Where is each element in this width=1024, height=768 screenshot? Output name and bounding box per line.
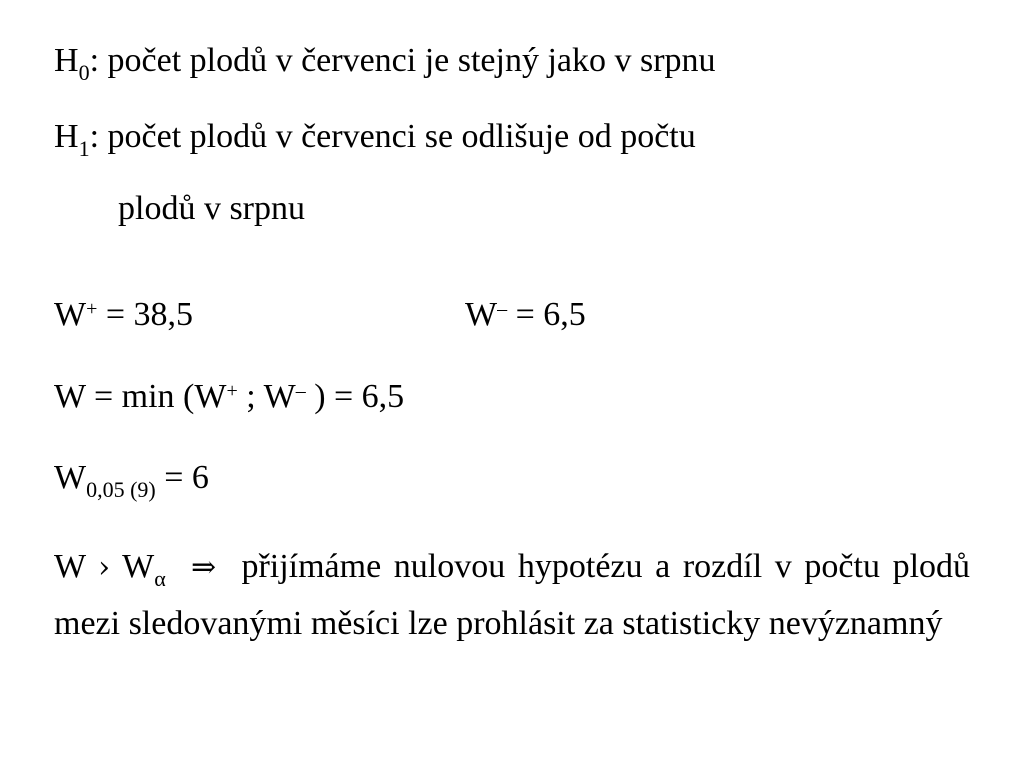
conclusion-text: přijímáme nulovou hypotézu a rozdíl v počtu plodů mezi sledovanými měsíci lze prohlásit za statisticky nevýznamný (54, 548, 971, 642)
h1-subscript: 1 (78, 136, 90, 161)
w-min-sup-minus: – (295, 380, 306, 402)
w-minus-superscript: – (497, 298, 508, 320)
alternative-hypothesis (54, 117, 696, 160)
w-plus-symbol: W (54, 296, 87, 333)
w-crit-value: = 6 (155, 459, 209, 496)
alternative-hypothesis-continuation: plodů v srpnu (118, 190, 305, 227)
w-min-sup-plus: + (226, 380, 238, 402)
w-alpha-symbol: W (122, 548, 155, 585)
h0-subscript: 0 (78, 60, 90, 85)
test-statistic (54, 377, 404, 421)
w-crit-subscript: 0,05 (9) (86, 477, 156, 502)
h1-symbol: H (54, 118, 79, 155)
implies-symbol: ⇒ (191, 550, 217, 585)
rank-sums-row (54, 295, 586, 339)
conclusion (54, 540, 970, 651)
h1-text: : počet plodů v červenci se odlišuje od počtu (89, 118, 696, 155)
w-plus-value: = 38,5 (97, 296, 194, 333)
w-plus (54, 296, 193, 333)
w-plus-superscript: + (86, 298, 98, 320)
null-hypothesis (54, 41, 716, 84)
greater-than-symbol: › (98, 550, 111, 585)
alpha-subscript: α (154, 566, 166, 591)
w-min-mid: ; W (237, 378, 296, 415)
h0-symbol: H (54, 42, 79, 79)
w-min-suffix: ) = 6,5 (305, 378, 405, 415)
w-crit-symbol: W (54, 459, 87, 496)
w-minus-value: = 6,5 (507, 296, 586, 333)
w-min-prefix: W = min (W (54, 378, 227, 415)
critical-value (54, 458, 209, 501)
w-minus (465, 295, 586, 339)
conclusion-w: W (54, 548, 86, 585)
w-minus-symbol: W (465, 296, 498, 333)
h0-text: : počet plodů v červenci je stejný jako v srpnu (89, 42, 716, 79)
